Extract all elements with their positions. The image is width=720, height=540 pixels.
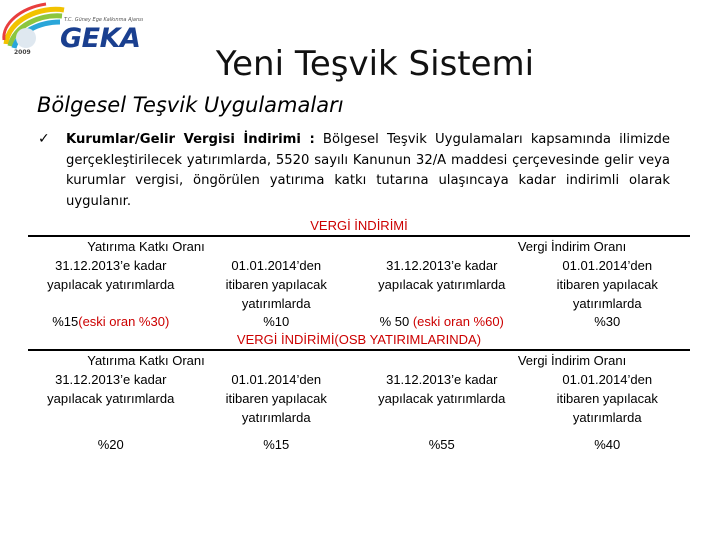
bullet-text [66,130,670,212]
bullet-body: Bölgesel Teşvik Uygulamaları kapsamında ilimizde gerçekleştirilecek yatırımlarda, 5520 sayılı Kanunun 32/A maddesi çerçevesinde gelir veya kurumlar vergisi, öngörülen yatırıma katkı tutarına ulaşıncaya kadar indirimli olarak uygulanır. [66,132,671,209]
value-note: (eski oran %30) [78,314,170,329]
page-title: Yeni Teşvik Sistemi [215,44,535,84]
value-cell: %15(eski oran %30) [52,314,170,329]
tax-table-2 [28,332,690,455]
logo-tagline: T.C. Güney Ege Kalkınma Ajansı [64,17,144,23]
group-header-left: Yatırıma Katkı Oranı [87,239,205,254]
value-note: (eski oran %60) [409,314,504,329]
value-cell: %20 [97,437,124,452]
group-header-left: Yatırıma Katkı Oranı [87,353,205,368]
value-cell: %30 [594,314,621,329]
values-row [28,312,690,332]
group-header-row [28,351,690,370]
checkmark-icon: ✓ [38,131,50,147]
group-header-right: Vergi İndirim Oranı [517,353,627,368]
value-cell: % 50 (eski oran %60) [379,314,504,329]
tax-tables [28,218,690,455]
column-header: 01.01.2014’den itibaren yapılacak yatırımlarda [225,258,327,311]
tax-table-1 [28,218,690,332]
group-header-right: Vergi İndirim Oranı [517,239,627,254]
column-header: 01.01.2014’den itibaren yapılacak yatırımlarda [225,372,327,425]
value-cell: %15 [263,437,290,452]
value-cell: %55 [428,437,455,452]
values-row [28,435,690,455]
column-header-row [28,370,690,427]
column-header: 31.12.2013’e kadar yapılacak yatırımlarda [47,258,175,292]
table-title: VERGİ İNDİRİMİ(OSB YATIRIMLARINDA) [236,332,482,347]
value-cell: %40 [594,437,621,452]
logo-year: 2009 [14,49,31,56]
page-subtitle: Bölgesel Teşvik Uygulamaları [37,93,344,117]
column-header: 31.12.2013’e kadar yapılacak yatırımlarda [378,258,506,292]
column-header: 31.12.2013’e kadar yapılacak yatırımlarda [378,372,506,406]
group-header-row [28,237,690,256]
bullet-paragraph [38,130,670,212]
column-header: 01.01.2014’den itibaren yapılacak yatırımlarda [556,372,658,425]
bullet-lead: Kurumlar/Gelir Vergisi İndirimi : [66,132,315,147]
logo-name: GEKA [60,23,141,54]
value-cell: %10 [263,314,290,329]
table-title: VERGİ İNDİRİMİ [310,218,408,233]
column-header: 01.01.2014’den itibaren yapılacak yatırımlarda [556,258,658,311]
column-header: 31.12.2013’e kadar yapılacak yatırımlarda [47,372,175,406]
column-header-row [28,256,690,313]
